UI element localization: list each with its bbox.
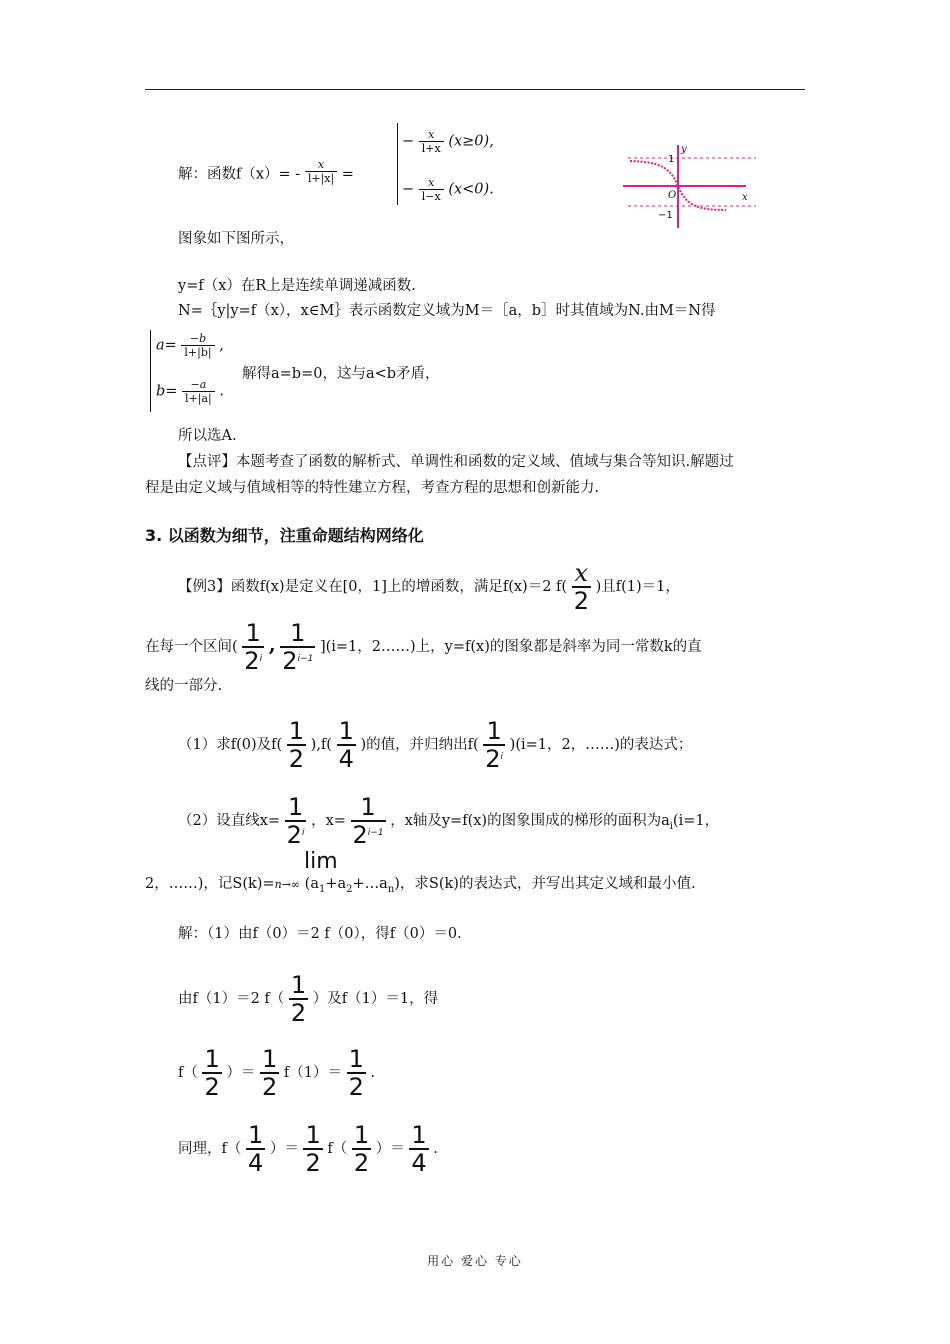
eq-b-lhs: b= [156,383,178,400]
frac-den: l+|b| [184,346,212,359]
frac-num: 1 [247,1121,264,1149]
frac-num: 1 [280,620,315,648]
eq-a-end: , [219,337,224,354]
s3d: . [370,1065,376,1081]
den-exp: i−1 [297,654,314,664]
frac-den: 2 [204,1073,220,1101]
system-brace [150,330,151,412]
case1-sign: − [402,133,415,150]
tick-minus-one: −1 [658,210,673,221]
den-exp: i [259,654,263,664]
frac-num: 1 [338,717,354,745]
ex3-l2a: 在每一个区间( [145,639,238,655]
piecewise-case-1 [402,128,494,155]
frac-den [280,648,315,674]
frac-den: l−x [421,190,441,203]
equals-sign: = [341,166,354,183]
frac-num: 1 [351,794,386,822]
frac-den: 4 [338,745,354,773]
y-axis-label: y [681,144,687,155]
q2d: (i=1， [672,813,720,829]
frac-den: 2 [353,1149,370,1177]
tick-one: 1 [668,154,675,165]
frac-1-over-2i [285,794,307,848]
choose-answer: 所以选A. [178,428,237,444]
q3b: (a [304,876,319,892]
system-eq-b [156,378,224,405]
eq-b-fraction [182,378,215,405]
page-footer: 用心 爱心 专心 [427,1254,523,1268]
case2-fraction [419,176,444,203]
s4e: . [433,1141,438,1157]
solution-line-2 [178,972,438,1026]
frac-1-over-2i [483,718,505,772]
frac-1-over-2i-1 [280,620,315,674]
frac-1-over-2 [347,1046,366,1100]
case1-cond: (x≥0), [448,133,494,150]
den-base: 2 [244,647,260,675]
frac-1-over-2 [352,1122,371,1176]
origin-label: O [668,190,677,201]
frac-1-over-2i-1 [351,794,386,848]
solve-statement: 解得a=b=0，这与a<b矛盾， [242,366,440,382]
frac-num: x [419,128,444,142]
frac-1-over-4 [246,1122,265,1176]
frac-den [483,746,505,772]
frac-num: 1 [348,1045,364,1073]
graph-caption: 图象如下图所示， [178,231,294,247]
frac-den [242,648,264,674]
frac-1-over-2 [202,1046,221,1100]
frac-den: 2 [288,745,305,773]
s3c: f（1）＝ [283,1065,342,1081]
x-axis-label: x [742,192,748,203]
den-base: 2 [282,647,298,675]
q3a: 2，……)，记S(k)= [145,876,275,892]
q3e: )，求S(k)的表达式，并写出其定义域和最小值. [394,876,696,892]
q2b: ，x= [311,813,346,829]
frac-num: 1 [204,1045,220,1073]
frac-1-over-4 [409,1122,428,1176]
s2b: ）及f（1）＝1，得 [312,991,439,1007]
q1a: （1）求f(0)及f( [178,737,283,753]
frac-den: l+x [421,142,441,155]
question-2 [178,794,719,848]
limit-word: lim [304,849,338,874]
monotonic-statement: y=f（x）在R上是连续单调递减函数. [178,278,416,294]
example-3-line-2 [145,620,702,674]
piecewise-brace [397,123,398,205]
den-base: 2 [352,821,368,849]
s4a: 同理，f（ [178,1141,242,1157]
sub-n: n [387,883,395,895]
s4c: f（ [327,1141,348,1157]
frac-num: 1 [353,1121,370,1149]
case2-sign: − [402,181,415,198]
frac-den: 2 [305,1149,321,1177]
piecewise-case-2 [402,176,494,203]
den-base: 2 [286,821,302,849]
frac-1-over-2i [242,620,264,674]
s4d: ）＝ [375,1141,405,1157]
den-exp: i−1 [367,828,384,838]
frac-den: l+|x| [307,172,335,185]
frac-1-over-4 [337,718,356,772]
q1b: ),f( [310,737,332,753]
frac-num: 1 [261,1045,278,1073]
frac-den: 2 [573,587,589,615]
eq-a-lhs: a= [156,337,177,354]
frac-den [351,822,386,848]
review-line-1: 【点评】本题考查了函数的解析式、单调性和函数的定义域、值域与集合等知识.解题过 [178,454,734,470]
den-exp: i [500,752,504,762]
solution-line-4 [178,1122,438,1176]
frac-num: 1 [305,1121,321,1149]
formula-prefix: 解：函数f（x）= - [178,166,301,183]
frac-1-over-2 [260,1046,279,1100]
review-line-2: 程是由定义域与值域相等的特性建立方程，考查方程的思想和创新能力. [145,480,600,496]
question-2-cont [145,874,696,900]
frac-num: 1 [285,794,307,822]
solution-line-1: 解：（1）由f（0）＝2 f（0），得f（0）＝0. [178,926,462,942]
frac-num: x [305,158,337,172]
function-graph [618,140,758,230]
ex3-l1a: 【例3】函数f(x)是定义在[0，1]上的增函数，满足f(x)＝2 f( [178,579,568,595]
q1c: )的值，并归纳出f( [360,737,479,753]
ex3-l1b: )且f(1)＝1， [595,579,680,595]
q3c: +a [325,876,347,892]
frac-num: 1 [290,971,307,999]
case2-cond: (x<0). [448,181,494,198]
q1d: )(i=1，2，……)的表达式； [509,737,693,753]
s2a: 由f（1）＝2 f（ [178,991,285,1007]
frac-num: −b [181,332,214,346]
fraction-main [305,158,337,185]
frac-num: 1 [242,620,264,648]
frac-den: 4 [247,1149,264,1177]
frac-x-over-2 [572,560,591,614]
frac-num: x [419,176,444,190]
ex3-l2b: ](i=1，2……)上，y=f(x)的图象都是斜率为同一常数k的直 [319,639,702,655]
frac-num: 1 [411,1121,427,1149]
s4b: ）＝ [269,1141,299,1157]
frac-1-over-2 [287,718,306,772]
q2a: （2）设直线x= [178,813,281,829]
comma: , [268,632,276,656]
den-exp: i [301,828,305,838]
system-eq-a [156,332,224,359]
limit-subscript: n→∞ [274,878,301,891]
frac-den: 4 [411,1149,427,1177]
section-3-title: 3. 以函数为细节，注重命题结构网络化 [145,526,424,545]
set-statement: N=｛y|y=f（x），x∈M｝表示函数定义域为M＝［a，b］时其值域为N.由M＝N得 [178,303,716,319]
frac-num: 1 [483,718,505,746]
frac-den: 2 [290,999,307,1027]
eq-a-fraction [181,332,214,359]
den-base: 2 [485,745,501,773]
header-rule [145,89,805,90]
sub-2: 2 [346,883,353,895]
question-1 [178,718,692,772]
frac-1-over-2 [303,1122,322,1176]
sub-1: 1 [318,883,326,895]
eq-b-end: . [219,383,224,400]
frac-den: l+|a| [185,392,212,405]
frac-den: 2 [348,1073,364,1101]
frac-num: −a [182,378,215,392]
example-3-line-3: 线的一部分. [145,678,223,694]
solution-line-3 [178,1046,375,1100]
example-3-line-1 [178,560,680,614]
frac-den: 2 [261,1073,278,1101]
frac-num: 1 [288,717,305,745]
case1-fraction [419,128,444,155]
q2c: ，x轴及y=f(x)的图象围成的梯形的面积为a [390,813,670,829]
solution-formula [178,158,354,185]
frac-num: x [572,560,591,588]
q3d: +…a [352,876,388,892]
s3b: ）＝ [226,1065,256,1081]
frac-1-over-2 [289,972,308,1026]
q2-subscript: i [669,820,673,832]
frac-den [285,822,307,848]
s3a: f（ [178,1065,198,1081]
